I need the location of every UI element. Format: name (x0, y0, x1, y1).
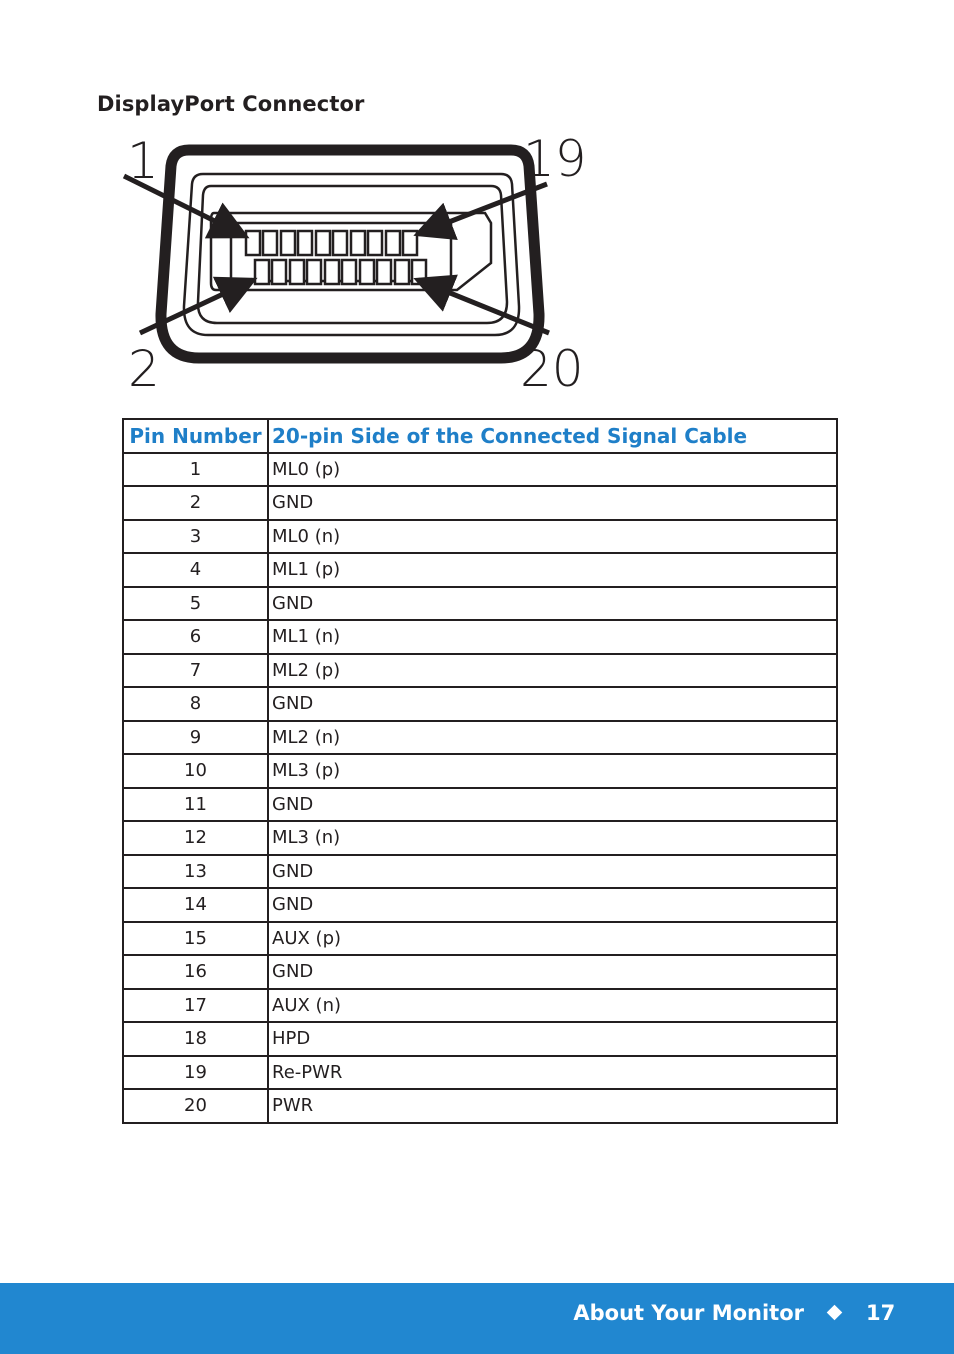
pin-number-cell: 18 (123, 1022, 268, 1056)
signal-cell: GND (268, 855, 837, 889)
label-pin-1: 1 (127, 132, 159, 190)
pin-number-cell: 1 (123, 453, 268, 487)
page-footer (0, 1283, 954, 1354)
table-row (123, 1022, 837, 1056)
pin-number-cell: 20 (123, 1089, 268, 1123)
pin-number-cell: 17 (123, 989, 268, 1023)
label-pin-19: 19 (523, 130, 587, 188)
table-row (123, 587, 837, 621)
table-row (123, 520, 837, 554)
page-title: DisplayPort Connector (97, 92, 365, 116)
pin-number-cell: 7 (123, 654, 268, 688)
header-pin-number: Pin Number (123, 419, 268, 453)
connector-drawing (115, 128, 595, 398)
signal-cell: ML3 (n) (268, 821, 837, 855)
signal-cell: GND (268, 788, 837, 822)
signal-cell: ML3 (p) (268, 754, 837, 788)
signal-cell: ML2 (p) (268, 654, 837, 688)
table-row (123, 1089, 837, 1123)
table-row (123, 888, 837, 922)
signal-cell: Re-PWR (268, 1056, 837, 1090)
signal-cell: GND (268, 687, 837, 721)
table-row (123, 687, 837, 721)
signal-cell: GND (268, 587, 837, 621)
signal-cell: PWR (268, 1089, 837, 1123)
table-row (123, 821, 837, 855)
signal-cell: HPD (268, 1022, 837, 1056)
table-row (123, 620, 837, 654)
footer-section-title: About Your Monitor (573, 1301, 804, 1325)
pin-assignment-table (122, 418, 838, 1124)
table-row (123, 754, 837, 788)
pin-number-cell: 14 (123, 888, 268, 922)
pin-number-cell: 8 (123, 687, 268, 721)
arrow-pin-20 (418, 280, 549, 333)
signal-cell: ML2 (n) (268, 721, 837, 755)
table-row (123, 788, 837, 822)
label-pin-20: 20 (520, 340, 584, 398)
table-row (123, 922, 837, 956)
pin-number-cell: 15 (123, 922, 268, 956)
table-row (123, 453, 837, 487)
pin-number-cell: 19 (123, 1056, 268, 1090)
table-header-row (123, 419, 837, 453)
signal-cell: GND (268, 486, 837, 520)
signal-cell: ML1 (n) (268, 620, 837, 654)
pin-number-cell: 5 (123, 587, 268, 621)
table-row (123, 654, 837, 688)
pin-number-cell: 12 (123, 821, 268, 855)
pin-number-cell: 3 (123, 520, 268, 554)
label-pin-2: 2 (128, 340, 160, 398)
signal-cell: ML0 (n) (268, 520, 837, 554)
table-row (123, 486, 837, 520)
pin-number-cell: 10 (123, 754, 268, 788)
signal-cell: GND (268, 888, 837, 922)
signal-cell: GND (268, 955, 837, 989)
page-number: 17 (866, 1301, 896, 1325)
pin-number-cell: 6 (123, 620, 268, 654)
pin-number-cell: 16 (123, 955, 268, 989)
displayport-connector-diagram (115, 128, 595, 398)
pin-number-cell: 2 (123, 486, 268, 520)
table-row (123, 955, 837, 989)
table-row (123, 1056, 837, 1090)
pin-number-cell: 11 (123, 788, 268, 822)
pin-number-cell: 9 (123, 721, 268, 755)
signal-cell: ML1 (p) (268, 553, 837, 587)
table-row (123, 855, 837, 889)
table-row (123, 553, 837, 587)
signal-cell: AUX (p) (268, 922, 837, 956)
signal-cell: AUX (n) (268, 989, 837, 1023)
pin-number-cell: 13 (123, 855, 268, 889)
diamond-icon (827, 1305, 843, 1321)
table-row (123, 989, 837, 1023)
table-row (123, 721, 837, 755)
pin-number-cell: 4 (123, 553, 268, 587)
signal-cell: ML0 (p) (268, 453, 837, 487)
header-signal: 20-pin Side of the Connected Signal Cable (268, 419, 837, 453)
